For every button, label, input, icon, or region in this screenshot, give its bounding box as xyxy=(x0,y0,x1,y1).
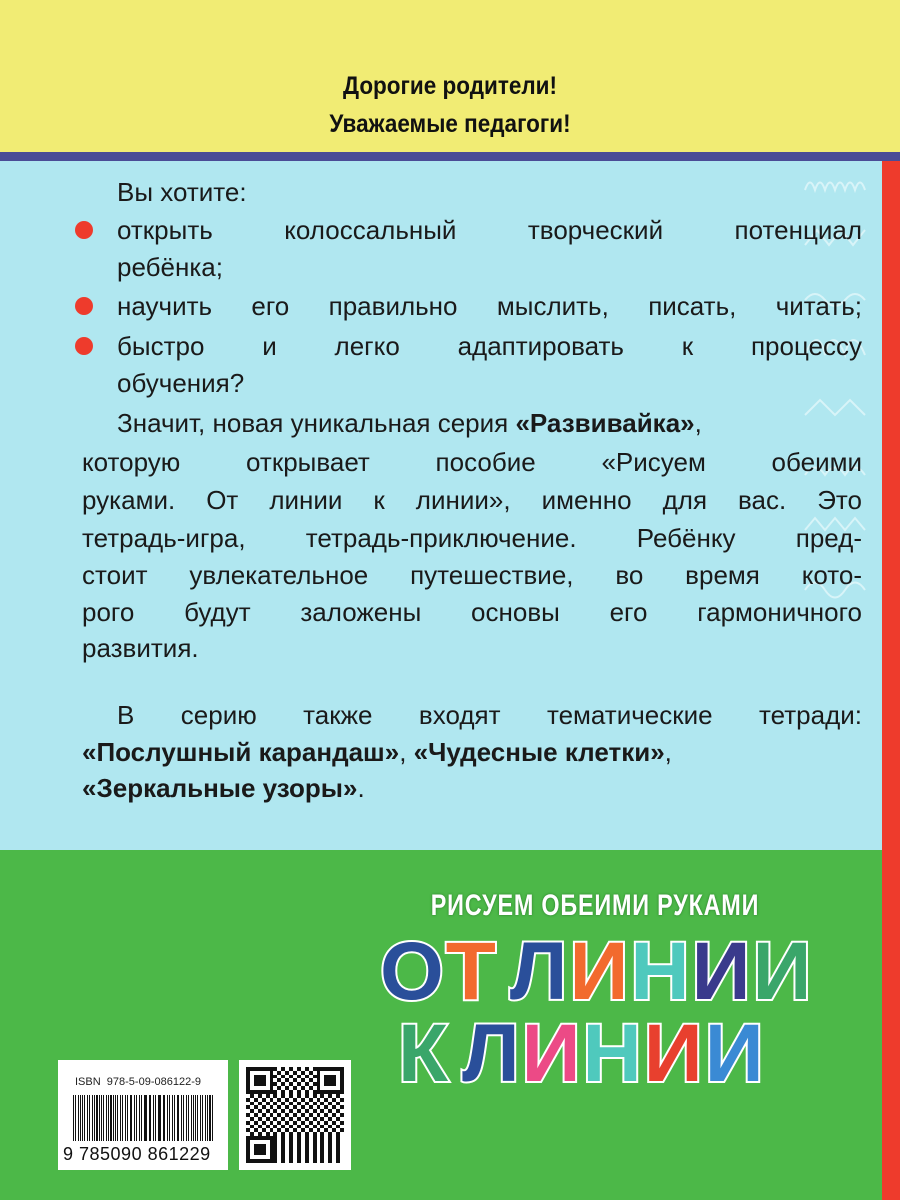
barcode-bar xyxy=(101,1095,102,1141)
isbn-barcode xyxy=(58,1060,228,1170)
book-subtitle: РИСУЕМ ОБЕИМИ РУКАМИ xyxy=(430,889,760,922)
bullet-3-line-2: обучения? xyxy=(117,368,245,398)
barcode-bar xyxy=(103,1095,104,1141)
paragraph-2-line-2 xyxy=(82,737,862,767)
paragraph-1-line: стоит увлекательное путешествие, во время кото- xyxy=(82,560,862,590)
qr-code xyxy=(239,1060,351,1170)
barcode-bar xyxy=(169,1095,170,1141)
barcode-bar xyxy=(87,1095,88,1141)
comma: , xyxy=(664,737,672,767)
barcode-bar xyxy=(177,1095,178,1141)
barcode-bar xyxy=(96,1095,97,1141)
barcode-bar xyxy=(73,1095,74,1141)
barcode-bar xyxy=(106,1095,107,1141)
title-letter: Л xyxy=(509,926,568,1017)
barcode-bar xyxy=(172,1095,173,1141)
barcode-bar xyxy=(195,1095,196,1141)
text: Значит, новая уникальная серия xyxy=(117,408,516,438)
barcode-bar xyxy=(144,1095,145,1141)
title-letter: И xyxy=(752,926,812,1017)
barcode-bar xyxy=(163,1095,164,1141)
barcode-bar xyxy=(80,1095,81,1141)
barcode-bar xyxy=(89,1095,90,1141)
barcode-bar xyxy=(78,1095,79,1141)
text: . xyxy=(357,773,365,803)
barcode-bar xyxy=(108,1095,109,1141)
title-letter: И xyxy=(521,1008,581,1099)
barcode-bar xyxy=(149,1095,150,1141)
barcode-bar xyxy=(197,1095,198,1141)
barcode-bar xyxy=(134,1095,135,1141)
book-title-row-2 xyxy=(398,1008,764,1099)
bullet-icon xyxy=(75,297,93,315)
barcode-bar xyxy=(145,1095,146,1141)
title-letter: Л xyxy=(462,1008,520,1099)
barcode-bar xyxy=(130,1095,131,1141)
barcode-bar xyxy=(209,1095,210,1141)
bullet-icon xyxy=(75,337,93,355)
barcode-bar xyxy=(202,1095,203,1141)
bullet-1-line-1: открыть колоссальный творческий потенциал xyxy=(117,215,862,245)
title-letter: К xyxy=(398,1008,449,1099)
title-letter xyxy=(450,1014,460,1094)
bullet-icon xyxy=(75,221,93,239)
series-title: «Послушный карандаш» xyxy=(82,737,400,767)
barcode-bar xyxy=(191,1095,192,1141)
barcode-bar xyxy=(139,1095,140,1141)
intro-text: Вы хотите: xyxy=(117,177,247,207)
barcode-bar xyxy=(82,1095,83,1141)
title-letter: Т xyxy=(445,926,496,1017)
title-letter: И xyxy=(704,1008,764,1099)
title-letter: О xyxy=(380,926,444,1017)
barcode-bar xyxy=(153,1095,154,1141)
barcode-bar xyxy=(113,1095,114,1141)
paragraph-1-line: тетрадь-игра, тетрадь-приключение. Ребёнку пред- xyxy=(82,523,862,553)
title-letter: И xyxy=(569,926,629,1017)
paragraph-2-line-1: В серию также входят тематические тетради: xyxy=(117,700,862,730)
barcode-bar xyxy=(131,1095,132,1141)
barcode-bar xyxy=(122,1095,123,1141)
barcode-bar xyxy=(212,1095,213,1141)
barcode-bar xyxy=(125,1095,126,1141)
barcode-bar xyxy=(136,1095,137,1141)
series-title: «Зеркальные узоры» xyxy=(82,773,358,803)
barcode-bar xyxy=(193,1095,194,1141)
barcode-bar xyxy=(155,1095,156,1141)
barcode-bar xyxy=(120,1095,121,1141)
barcode-bar xyxy=(117,1095,118,1141)
barcode-bar xyxy=(150,1095,151,1141)
barcode-bar xyxy=(186,1095,187,1141)
barcode-bar xyxy=(110,1095,111,1141)
bullet-2-line-1: научить его правильно мыслить, писать, читать; xyxy=(117,291,862,321)
paragraph-1-line: рого будут заложены основы его гармоничного xyxy=(82,597,862,627)
barcode-bar xyxy=(141,1095,142,1141)
qr-module xyxy=(340,1159,344,1163)
barcode-bar xyxy=(188,1095,189,1141)
separator: , xyxy=(399,737,414,767)
barcode-bar xyxy=(99,1095,100,1141)
qr-code-icon xyxy=(246,1067,344,1163)
series-title: «Чудесные клетки» xyxy=(413,737,665,767)
paragraph-1-line: которую открывает пособие «Рисуем обеими xyxy=(82,447,862,477)
barcode-bar xyxy=(200,1095,201,1141)
barcode-bar xyxy=(164,1095,165,1141)
greeting-line-1: Дорогие родители! xyxy=(343,72,557,100)
barcode-bar xyxy=(115,1095,116,1141)
isbn-label: ISBN 978-5-09-086122-9 xyxy=(75,1076,201,1088)
series-name: «Развивайка» xyxy=(515,408,695,438)
divider-band xyxy=(0,152,900,161)
title-letter: Н xyxy=(630,926,690,1017)
barcode-bar xyxy=(207,1095,208,1141)
greeting-line-2: Уважаемые педагоги! xyxy=(329,110,571,138)
paragraph-1-line: руками. От линии к линии», именно для вас. Это xyxy=(82,485,862,515)
barcode-icon xyxy=(73,1095,213,1141)
title-letter: И xyxy=(691,926,751,1017)
barcode-bar xyxy=(158,1095,159,1141)
barcode-bar xyxy=(181,1095,182,1141)
paragraph-2-line-3 xyxy=(82,773,862,803)
barcode-bar xyxy=(84,1095,85,1141)
isbn-number: 9 785090 861229 xyxy=(63,1144,211,1164)
bullet-3-line-1: быстро и легко адаптировать к процессу xyxy=(117,331,862,361)
paragraph-1-line: развития. xyxy=(82,633,199,663)
paragraph-1-first-line xyxy=(117,408,862,438)
title-letter: Н xyxy=(582,1008,642,1099)
title-letter: И xyxy=(643,1008,703,1099)
barcode-bar xyxy=(159,1095,160,1141)
text: , xyxy=(694,408,702,438)
barcode-bar xyxy=(178,1095,179,1141)
bullet-1-line-2: ребёнка; xyxy=(117,252,223,282)
spine-strip xyxy=(882,161,900,1200)
barcode-bar xyxy=(183,1095,184,1141)
barcode-bar xyxy=(174,1095,175,1141)
barcode-bar xyxy=(205,1095,206,1141)
book-title-row-1 xyxy=(380,926,812,1017)
barcode-bar xyxy=(167,1095,168,1141)
barcode-bar xyxy=(92,1095,93,1141)
barcode-bar xyxy=(94,1095,95,1141)
barcode-bar xyxy=(127,1095,128,1141)
barcode-bar xyxy=(75,1095,76,1141)
title-letter xyxy=(498,932,508,1012)
